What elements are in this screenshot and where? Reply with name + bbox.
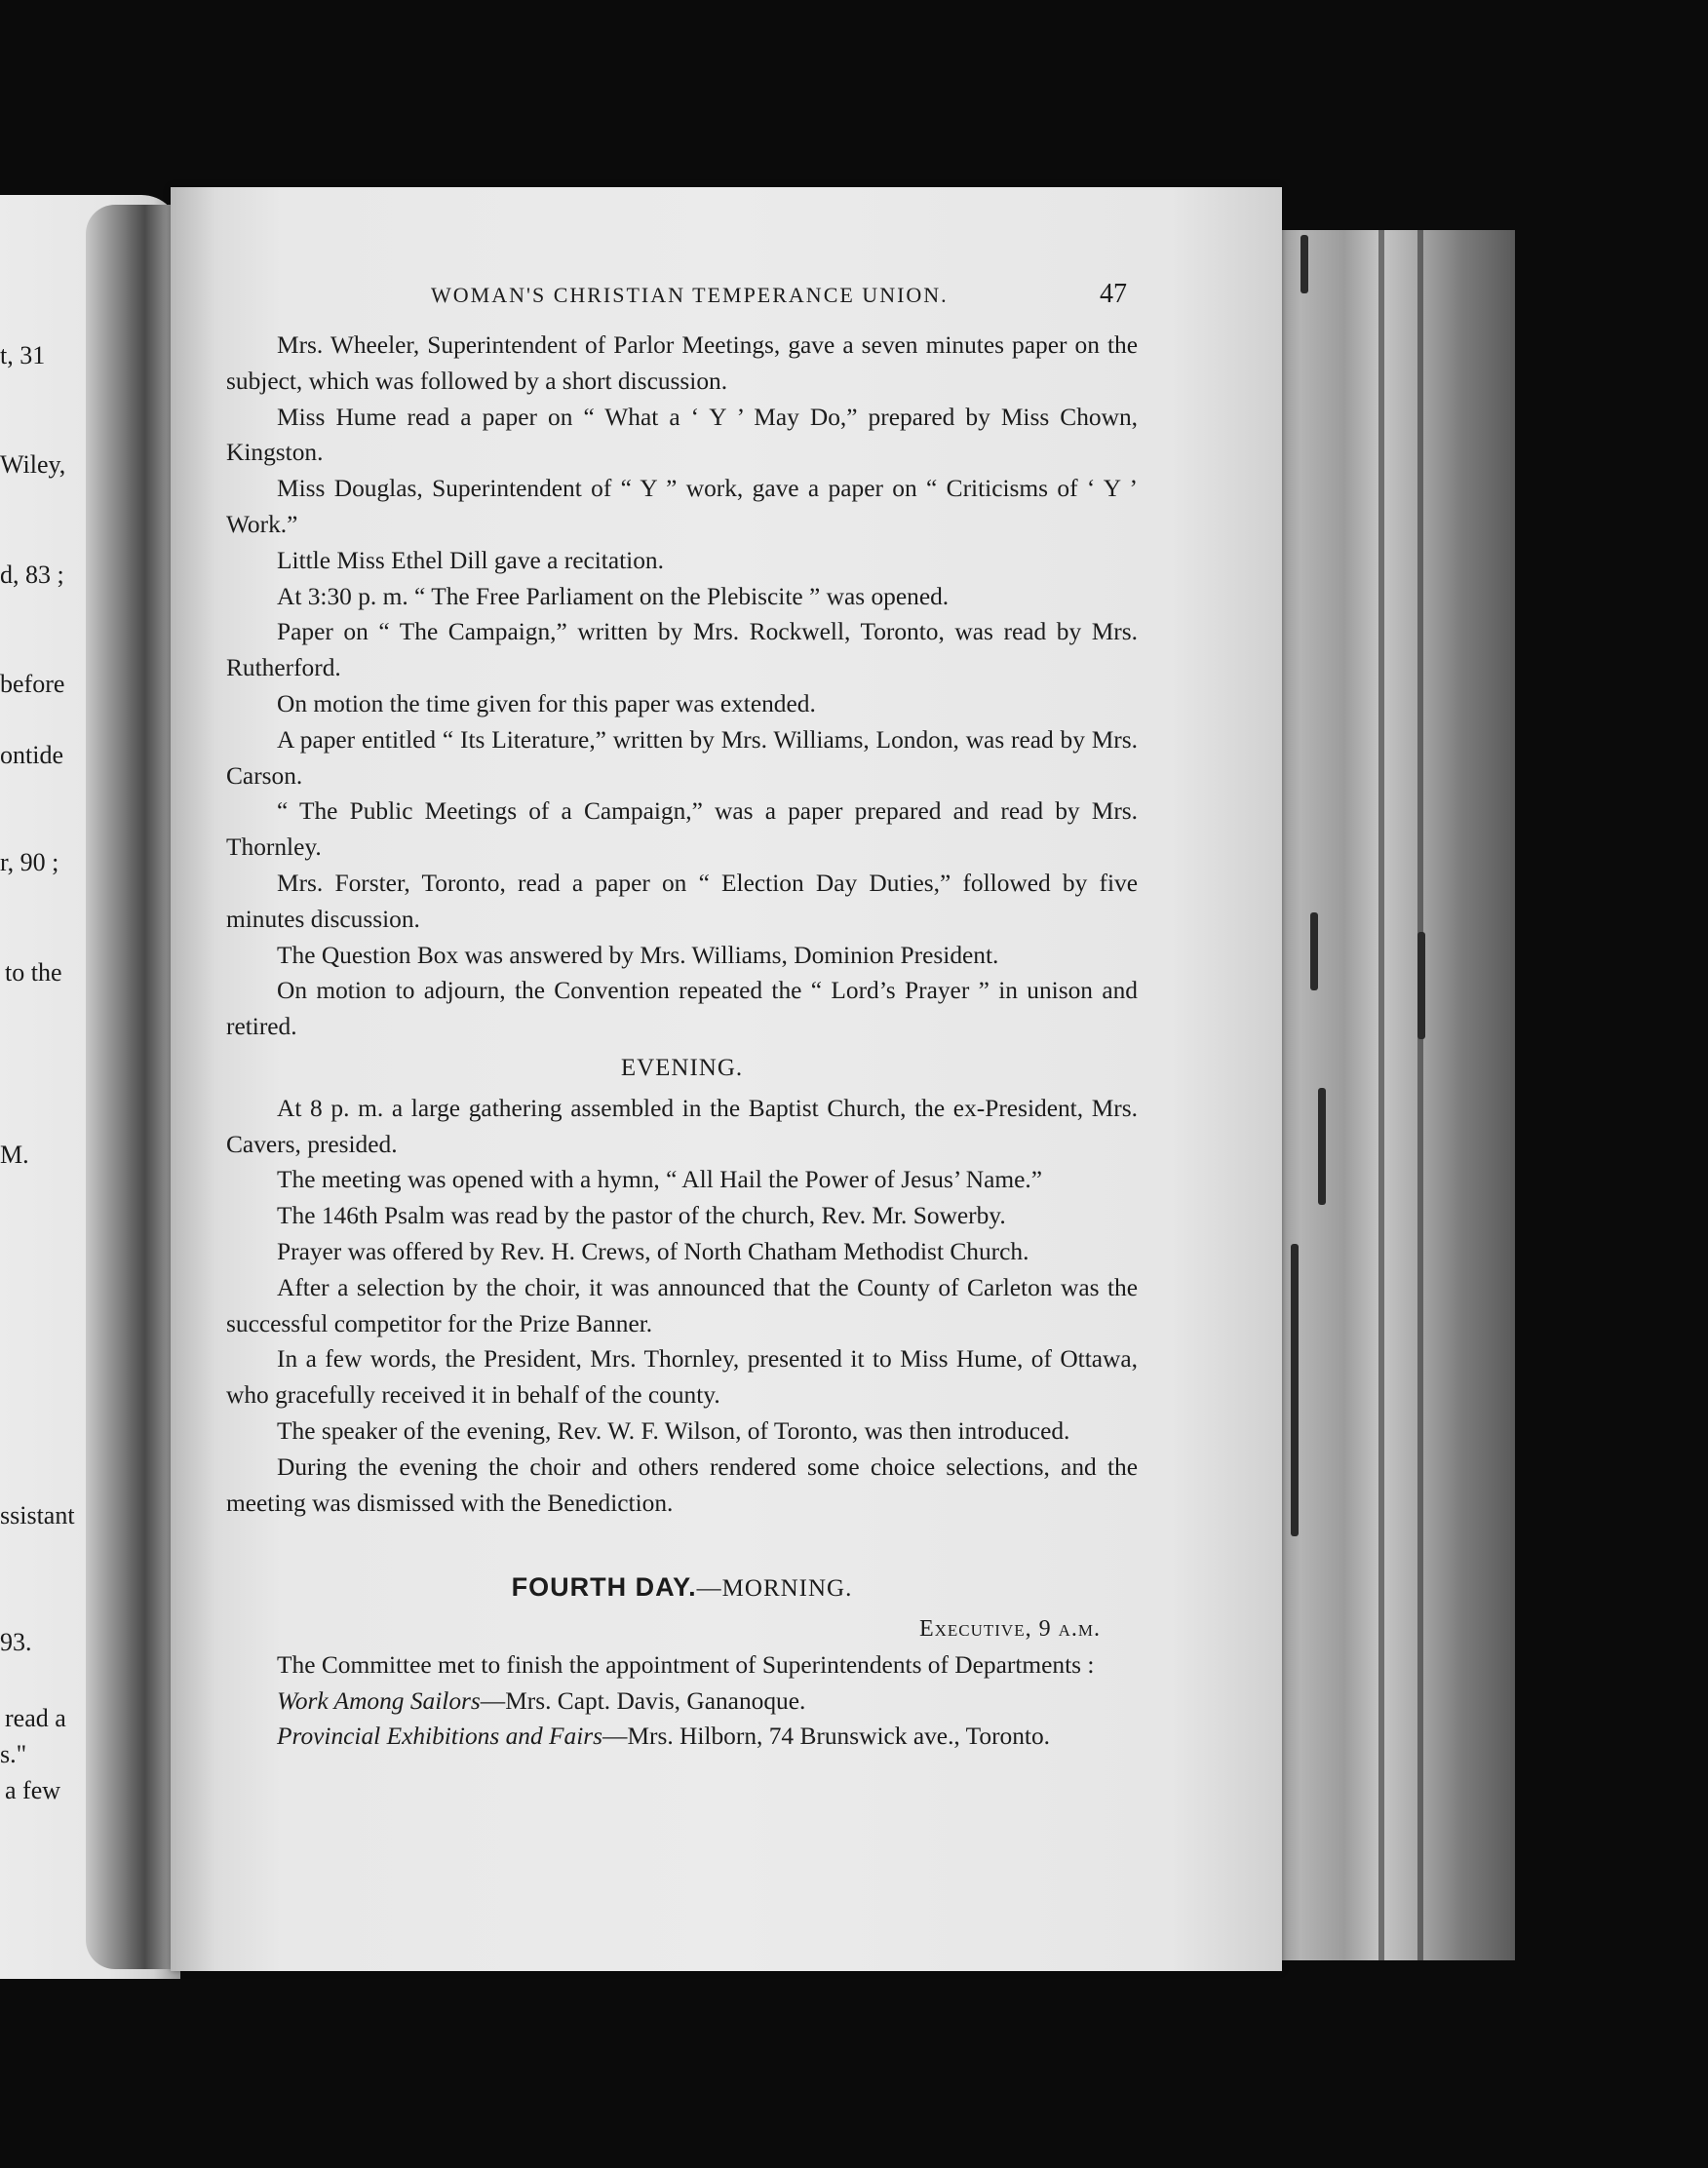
paragraph: During the evening the choir and others rendered some choice selections, and the meeting was dismissed with the Benediction. (226, 1452, 1138, 1517)
cover-tear (1300, 235, 1308, 293)
left-fragment-line: M. (0, 1141, 29, 1169)
appointment-item (226, 1684, 1138, 1720)
left-fragment-line: 93. (0, 1628, 32, 1656)
page-body (226, 328, 1138, 1755)
paragraph: “ The Public Meetings of a Campaign,” was a paper prepared and read by Mrs. Thornley. (226, 797, 1138, 862)
department-name: Provincial Exhibitions and Fairs (277, 1723, 603, 1751)
paragraph: The speaker of the evening, Rev. W. F. Wilson, of Toronto, was then introduced. (277, 1416, 1070, 1445)
paragraph: On motion the time given for this paper was extended. (277, 689, 816, 717)
book-cover-edge (1267, 230, 1515, 1960)
paragraph: The Committee met to finish the appointment of Superintendents of Departments : (277, 1650, 1095, 1679)
paragraph: The Question Box was answered by Mrs. Williams, Dominion President. (277, 941, 999, 969)
left-fragment-line: before (0, 670, 65, 698)
superintendent-name: —Mrs. Hilborn, 74 Brunswick ave., Toronto. (602, 1723, 1051, 1751)
left-fragment-line: s." (0, 1740, 27, 1768)
page-number: 47 (1100, 279, 1127, 309)
cover-seam (1378, 230, 1384, 1960)
paragraph: The 146th Psalm was read by the pastor of the church, Rev. Mr. Sowerby. (277, 1202, 1006, 1230)
paragraph: At 3:30 p. m. “ The Free Parliament on the Plebiscite ” was opened. (277, 582, 950, 610)
paragraph: Mrs. Wheeler, Superintendent of Parlor Meetings, gave a seven minutes paper on the subject, which was followed by a short discussion. (226, 331, 1138, 395)
appointment-item (226, 1719, 1138, 1755)
left-fragment-line: to the (5, 958, 62, 987)
section-heading-fourth-day (226, 1569, 1138, 1607)
paragraph: The meeting was opened with a hymn, “ All Hail the Power of Jesus’ Name.” (277, 1166, 1043, 1194)
paragraph: Prayer was offered by Rev. H. Crews, of North Chatham Methodist Church. (277, 1237, 1029, 1265)
paragraph: Little Miss Ethel Dill gave a recitation. (277, 546, 664, 574)
paragraph: In a few words, the President, Mrs. Thornley, presented it to Miss Hume, of Ottawa, who gracefully received it in behalf of the county. (226, 1345, 1138, 1410)
left-fragment-line: ontide (0, 741, 63, 769)
paragraph: Miss Douglas, Superintendent of “ Y ” work, gave a paper on “ Criticisms of ‘ Y ’ Work.” (226, 475, 1138, 538)
department-name: Work Among Sailors (277, 1686, 481, 1715)
left-fragment-line: Wiley, (0, 450, 66, 479)
left-fragment-line: ssistant (0, 1501, 75, 1529)
paragraph: After a selection by the choir, it was announced that the County of Carleton was the successful competitor for the Prize Banner. (226, 1273, 1138, 1337)
paragraph: On motion to adjourn, the Convention repeated the “ Lord’s Prayer ” in unison and retired. (226, 977, 1138, 1041)
superintendent-name: —Mrs. Capt. Davis, Gananoque. (480, 1686, 806, 1715)
left-fragment-line: d, 83 ; (0, 561, 64, 589)
left-fragment-line: t, 31 (0, 341, 46, 369)
paragraph: Mrs. Forster, Toronto, read a paper on “ Election Day Duties,” followed by five minutes discussion. (226, 869, 1138, 933)
paragraph: Miss Hume read a paper on “ What a ‘ Y ’ May Do,” prepared by Miss Chown, Kingston. (226, 403, 1138, 467)
cover-tear (1310, 912, 1318, 990)
cover-tear (1318, 1088, 1326, 1205)
paragraph: At 8 p. m. a large gathering assembled in the Baptist Church, the ex-President, Mrs. Cavers, presided. (226, 1094, 1138, 1158)
running-header: WOMAN'S CHRISTIAN TEMPERANCE UNION. (431, 283, 949, 307)
left-fragment-line: r, 90 ; (0, 848, 59, 876)
section-heading-evening: EVENING. (620, 1054, 744, 1081)
executive-time: Executive, 9 a.m. (918, 1616, 1101, 1643)
cover-tear (1417, 932, 1425, 1039)
left-fragment-line: a few (5, 1776, 61, 1804)
left-fragment-line: read a (5, 1704, 66, 1732)
paragraph: Paper on “ The Campaign,” written by Mrs. Rockwell, Toronto, was read by Mrs. Rutherford. (226, 618, 1138, 682)
cover-seam (1417, 230, 1423, 1960)
paragraph: A paper entitled “ Its Literature,” written by Mrs. Williams, London, was read by Mrs. Carson. (226, 725, 1138, 790)
fourth-day-subtitle: —MORNING. (696, 1575, 853, 1603)
fourth-day-title: FOURTH DAY. (511, 1572, 697, 1603)
cover-tear (1291, 1244, 1299, 1536)
